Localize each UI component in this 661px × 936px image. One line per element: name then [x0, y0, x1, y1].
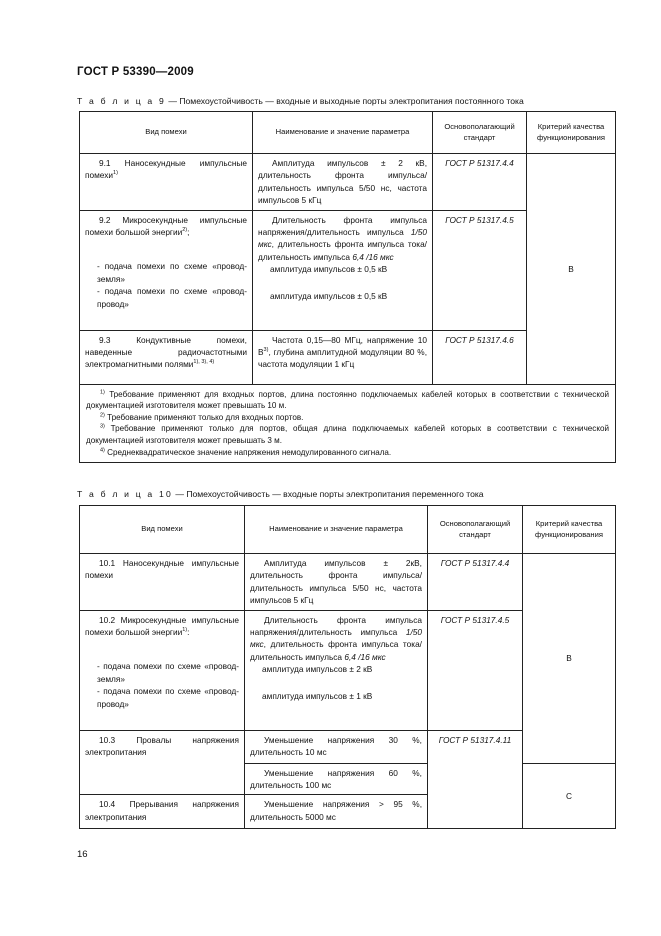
table9-row3-type: 9.3 Кондуктивные помехи, наведенные радиочастотными электромагнитными полями$^{1), 3), 4)}$	[80, 330, 253, 384]
table10-row3-standard: ГОСТ Р 51317.4.11	[428, 730, 523, 829]
table9-row2-param: Длительность фронта импульса напряжения/длительность импульса 1/50 мкс, длительность фронта импульса тока/длительность импульса 6,4 /16 мкс амплитуда импульсов ± 0,5 кВ амплитуда импульсов ± 0,5 кВ	[253, 210, 433, 330]
table9-header-standard: Основополагающий стандарт	[433, 112, 527, 154]
table10-row2-standard: ГОСТ Р 51317.4.5	[428, 610, 523, 730]
table9-criterion: В	[527, 154, 616, 385]
table10-row1-type: 10.1 Наносекундные импульсные помехи	[80, 554, 245, 611]
table9-caption-prefix: Т а б л и ц а 9	[77, 96, 166, 106]
table10-row4-param: Уменьшение напряжения > 95 %, длительность 5000 мс	[245, 795, 428, 829]
table10-row3-type: 10.3 Провалы напряжения электропитания	[80, 730, 245, 795]
table10-row4-type: 10.4 Прерывания напряжения электропитания	[80, 795, 245, 829]
table9-row1-param: Амплитуда импульсов ± 2 кВ, длительность фронта импульса/длительность импульса 5/50 нс, частота импульсов 5 кГц	[253, 154, 433, 211]
table9-note-2: $^{2)}$ Требование применяют только для входных портов.	[100, 412, 304, 422]
table9-caption	[77, 96, 524, 106]
table9-notes	[80, 384, 616, 463]
table10-row2-amp1: амплитуда импульсов ± 2 кВ	[262, 664, 373, 675]
table9-row1-standard: ГОСТ Р 51317.4.4	[433, 154, 527, 211]
table9-row1-type: 9.1 Наносекундные импульсные помехи$^{1)}$	[80, 154, 253, 211]
table9-caption-text: — Помехоустойчивость — входные и выходные порты электропитания постоянного тока	[165, 96, 524, 106]
table9-note-4: $^{4)}$ Среднеквадратическое значение напряжения немодулированного сигнала.	[100, 446, 392, 457]
table10-header-type: Вид помехи	[80, 506, 245, 554]
table10-row2-sub2: - подача помехи по схеме «провод-провод»	[97, 686, 239, 709]
table9-header-type: Вид помехи	[80, 112, 253, 154]
table-row	[80, 154, 616, 211]
table10-row3-param2: Уменьшение напряжения 60 %, длительность 100 мс	[245, 763, 428, 795]
table9-header-param: Наименование и значение параметра	[253, 112, 433, 154]
table10-header-row	[80, 506, 616, 554]
table9-note-1: $^{1)}$ Требование применяют для входных портов, длина постоянно подключаемых кабелей которых в соответствии с технической документацией изготовителя может превышать 10 м.	[86, 388, 609, 411]
page-number: 16	[77, 849, 88, 860]
table10-caption-text: — Помехоустойчивость — входные порты электропитания переменного тока	[172, 489, 484, 499]
document-header-title: ГОСТ Р 53390—2009	[77, 66, 194, 78]
table10-row1-standard: ГОСТ Р 51317.4.4	[428, 554, 523, 611]
table10-row2-type: 10.2 Микросекундные импульсные помехи большой энергии$^{1)}$: - подача помехи по схеме «провод-земля» - подача помехи по схеме «провод-провод»	[80, 610, 245, 730]
table-9	[79, 111, 616, 463]
table10-header-standard: Основополагающий стандарт	[428, 506, 523, 554]
table-row	[80, 554, 616, 611]
table9-notes-row	[80, 384, 616, 463]
table9-row2-standard: ГОСТ Р 51317.4.5	[433, 210, 527, 330]
table-10	[79, 505, 616, 829]
table10-caption	[77, 489, 484, 499]
table9-row3-standard: ГОСТ Р 51317.4.6	[433, 330, 527, 384]
table9-row2-type: 9.2 Микросекундные импульсные помехи большой энергии$^{2)}$; - подача помехи по схеме «провод-земля» - подача помехи по схеме «провод-провод»	[80, 210, 253, 330]
table10-row1-param: Амплитуда импульсов ± 2кВ, длительность фронта импульса/длительность импульса 5/50 нс, частота импульсов 5 кГц	[245, 554, 428, 611]
table10-row3-param1: Уменьшение напряжения 30 %, длительность 10 мс	[245, 730, 428, 763]
table10-row2-sub1: - подача помехи по схеме «провод-земля»	[97, 661, 239, 684]
table9-row2-sub1: - подача помехи по схеме «провод-земля»	[97, 261, 247, 284]
table10-row2-amp2: амплитуда импульсов ± 1 кВ	[262, 690, 373, 701]
table9-row3-param: Частота 0,15—80 МГц, напряжение 10 $В^{3)}$, глубина амплитудной модуляции 80 %, частота модуляции 1 кГц	[253, 330, 433, 384]
table10-header-param: Наименование и значение параметра	[245, 506, 428, 554]
table9-header-row	[80, 112, 616, 154]
table9-row2-sub2: - подача помехи по схеме «провод-провод»	[97, 286, 247, 309]
table9-row2-amp2: амплитуда импульсов ± 0,5 кВ	[270, 290, 388, 301]
table9-note-3: $^{3)}$ Требование применяют только для портов, общая длина подключаемых кабелей которых в соответствии с технической документацией изготовителя может превышать 3 м.	[86, 423, 609, 445]
table10-criterion-c: С	[523, 763, 616, 829]
table10-criterion-b: В	[523, 554, 616, 764]
table10-header-criterion: Критерий качества функционирования	[523, 506, 616, 554]
table9-row2-amp1: амплитуда импульсов ± 0,5 кВ	[270, 264, 388, 275]
table9-header-criterion: Критерий качества функционирования	[527, 112, 616, 154]
table10-row2-param: Длительность фронта импульса напряжения/длительность импульса 1/50 мкс, длительность фронта импульса тока/длительность импульса 6,4 /16 мкс амплитуда импульсов ± 2 кВ амплитуда импульсов ± 1 кВ	[245, 610, 428, 730]
table10-caption-prefix: Т а б л и ц а 10	[77, 489, 173, 499]
